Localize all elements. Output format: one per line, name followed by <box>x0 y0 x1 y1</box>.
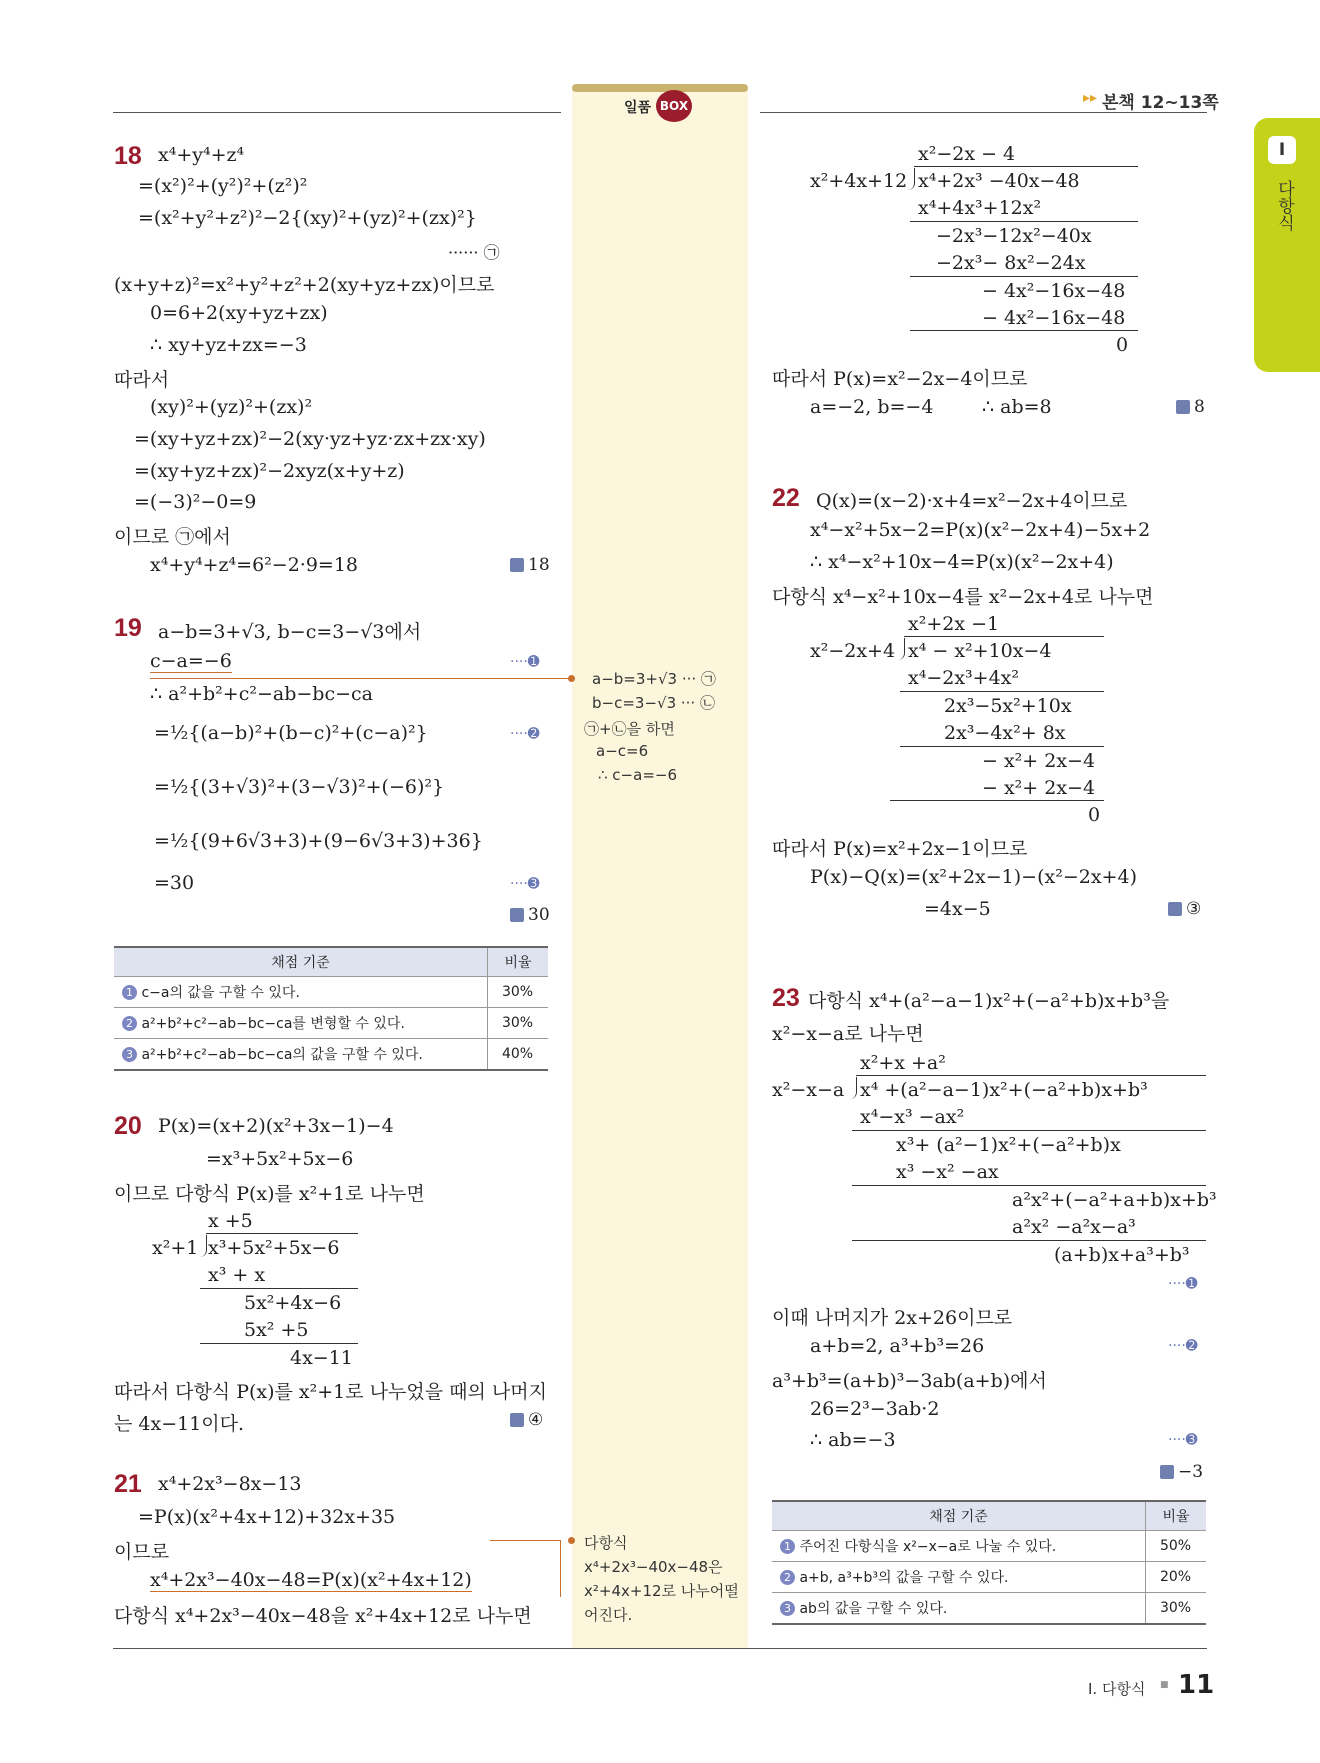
p23-line: x²−x−a로 나누면 <box>772 1023 924 1045</box>
p23-div-bar <box>852 1185 1206 1186</box>
p18-line: 0=6+2(xy+yz+zx) <box>150 302 328 324</box>
p21-connector-dot <box>568 1537 575 1544</box>
p23-div-bar <box>852 1240 1206 1241</box>
p18-line: =(−3)²−0=9 <box>134 491 257 513</box>
p21-div-bar <box>910 221 1138 222</box>
p20-div: 5x²+4x−6 <box>244 1292 342 1314</box>
p22-answer: ③ <box>1168 899 1201 919</box>
p22-line: x⁴−x²+5x−2=P(x)(x²−2x+4)−5x+2 <box>810 519 1151 541</box>
p21-div: − 4x²−16x−48 <box>982 307 1126 329</box>
p23-div: x⁴ +(a²−a−1)x²+(−a²+b)x+b³ <box>860 1079 1148 1101</box>
scoring-head-rate: 비율 <box>488 947 549 977</box>
ref-arrow-icon: ▸▸ <box>1083 90 1098 106</box>
p21-line: x⁴+2x³−40x−48=P(x)(x²+4x+12) <box>150 1569 472 1591</box>
problem-number-20: 20 <box>114 1112 142 1140</box>
p19-line: a−b=3+√3, b−c=3−√3에서 <box>158 621 422 643</box>
scoring-head <box>114 947 548 977</box>
scoring-rate: 30% <box>488 1008 549 1039</box>
p19-step-1: ····➊ <box>510 654 540 670</box>
p22-div-bar <box>900 691 1104 692</box>
p23-line: 이때 나머지가 2x+26이므로 <box>772 1307 1013 1329</box>
scoring-head-criterion: 채점 기준 <box>114 947 488 977</box>
p23-div: a²x² −a²x−a³ <box>1012 1216 1136 1238</box>
scoring-table-23 <box>772 1500 1206 1625</box>
p23-div: x²−x−a <box>772 1079 845 1101</box>
p23-div-bracket <box>850 1077 857 1099</box>
p20-div-bar <box>200 1343 358 1344</box>
chapter-tab-title: 다항식 <box>1274 180 1294 231</box>
p21-line: ∴ ab=8 <box>982 396 1052 418</box>
problem-number-18: 18 <box>114 142 142 170</box>
p20-div: 5x² +5 <box>244 1319 309 1341</box>
box-badge: BOX <box>656 90 692 122</box>
box-label: 일품 <box>624 100 652 116</box>
p19-note-line: b−c=3−√3 ··· ㉡ <box>592 694 715 712</box>
p19-line: =30 <box>154 872 195 894</box>
p21-div-bar <box>914 166 1138 167</box>
answer-icon <box>1168 902 1182 916</box>
p23-div-bar <box>856 1075 1206 1076</box>
scoring-rate: 30% <box>1146 1593 1207 1625</box>
p18-answer: 18 <box>510 555 550 575</box>
p23-line: 다항식 x⁴+(a²−a−1)x²+(−a²+b)x+b³을 <box>808 990 1170 1012</box>
answer-icon <box>510 558 524 572</box>
p22-div: x²+2x −1 <box>908 613 1000 635</box>
p21-note-line: x⁴+2x³−40x−48은 <box>584 1558 723 1576</box>
p19-step-3: ····➌ <box>510 876 540 892</box>
p21-div: 0 <box>1116 334 1129 356</box>
p22-div: 2x³−4x²+ 8x <box>944 722 1066 744</box>
p21-line: 이므로 <box>114 1541 170 1563</box>
p21-div: x²−2x − 4 <box>918 143 1016 165</box>
scoring-criterion: 1 c−a의 값을 구할 수 있다. <box>114 977 488 1008</box>
problem-number-22: 22 <box>772 484 800 512</box>
p22-line: P(x)−Q(x)=(x²+2x−1)−(x²−2x+4) <box>810 866 1137 888</box>
p19-line: =½{(3+√3)²+(3−√3)²+(−6)²} <box>154 776 445 798</box>
p23-div-bar <box>852 1130 1206 1131</box>
p20-div-bar <box>200 1288 358 1289</box>
p20-div: x³ + x <box>208 1264 266 1286</box>
p20-div: x³+5x²+5x−6 <box>208 1237 340 1259</box>
scoring-rate: 30% <box>488 977 549 1008</box>
footer-bullet: ■ <box>1160 1680 1169 1690</box>
p19-note-line: a−c=6 <box>596 742 649 760</box>
p21-div: − 4x²−16x−48 <box>982 280 1126 302</box>
p22-line: 다항식 x⁴−x²+10x−4를 x²−2x+4로 나누면 <box>772 586 1154 608</box>
problem-number-19: 19 <box>114 614 142 642</box>
problem-number-21: 21 <box>114 1470 142 1498</box>
answer-icon <box>1176 400 1190 414</box>
scoring-criterion: 2 a+b, a³+b³의 값을 구할 수 있다. <box>772 1562 1146 1593</box>
p20-div: 4x−11 <box>290 1347 353 1369</box>
p21-div-bracket <box>908 168 915 190</box>
side-note-column <box>572 88 748 1648</box>
p21-line: =P(x)(x²+4x+12)+32x+35 <box>138 1506 396 1528</box>
footer-chapter: I. 다항식 <box>1088 1680 1146 1698</box>
scoring-row <box>114 1039 548 1071</box>
p23-div: x⁴−x³ −ax² <box>860 1106 965 1128</box>
p22-div: − x²+ 2x−4 <box>982 750 1096 772</box>
p22-div: x⁴−2x³+4x² <box>908 667 1020 689</box>
p19-line: ∴ a²+b²+c²−ab−bc−ca <box>150 683 373 705</box>
p20-answer: ④ <box>510 1410 543 1430</box>
p22-line: =4x−5 <box>924 898 991 920</box>
answer-icon <box>510 1413 524 1427</box>
chapter-tab-roman: I <box>1268 136 1296 164</box>
p21-line: 다항식 x⁴+2x³−40x−48을 x²+4x+12로 나누면 <box>114 1605 532 1627</box>
p18-line: x⁴+y⁴+z⁴ <box>158 144 245 166</box>
p22-div: − x²+ 2x−4 <box>982 777 1096 799</box>
p19-line: c−a=−6 <box>150 650 232 672</box>
p23-line: a+b=2, a³+b³=26 <box>810 1335 985 1357</box>
p21-div: x²+4x+12 <box>810 170 908 192</box>
p23-div: (a+b)x+a³+b³ <box>1054 1244 1190 1266</box>
p18-line: =(x²)²+(y²)²+(z²)² <box>138 175 308 197</box>
p22-div-bracket <box>898 638 905 660</box>
scoring-criterion: 1 주어진 다항식을 x²−x−a로 나눌 수 있다. <box>772 1531 1146 1562</box>
p21-div-bar <box>910 276 1138 277</box>
page-reference: 본책 12~13쪽 <box>1102 93 1219 113</box>
scoring-row <box>772 1562 1206 1593</box>
p22-div-bar <box>900 746 1104 747</box>
p20-line: P(x)=(x+2)(x²+3x−1)−4 <box>158 1115 394 1137</box>
box-top-bar <box>572 84 748 92</box>
p22-div-bar <box>890 800 1104 801</box>
p22-div: 2x³−5x²+10x <box>944 695 1072 717</box>
p19-note-line: ㉠+㉡을 하면 <box>584 720 675 738</box>
p21-connector <box>490 1540 561 1597</box>
p21-line: x⁴+2x³−8x−13 <box>158 1473 302 1495</box>
p19-connector-line <box>150 678 572 679</box>
scoring-head-rate: 비율 <box>1146 1501 1207 1531</box>
p20-line: =x³+5x²+5x−6 <box>206 1148 354 1170</box>
scoring-rate: 20% <box>1146 1562 1207 1593</box>
p21-div-bar <box>910 330 1138 331</box>
problem-number-23: 23 <box>772 984 800 1012</box>
p21-div: x⁴+2x³ −40x−48 <box>918 170 1080 192</box>
scoring-head-criterion: 채점 기준 <box>772 1501 1146 1531</box>
p23-step-3: ····➌ <box>1168 1432 1198 1448</box>
scoring-table-19 <box>114 946 548 1071</box>
p20-line: 이므로 다항식 P(x)를 x²+1로 나누면 <box>114 1183 425 1205</box>
p18-line: ∴ xy+yz+zx=−3 <box>150 334 307 356</box>
p22-line: Q(x)=(x−2)·x+4=x²−2x+4이므로 <box>816 490 1128 512</box>
p22-line: 따라서 P(x)=x²+2x−1이므로 <box>772 838 1028 860</box>
p23-div: a²x²+(−a²+a+b)x+b³ <box>1012 1189 1217 1211</box>
scoring-row <box>772 1531 1206 1562</box>
scoring-criterion: 2 a²+b²+c²−ab−bc−ca를 변형할 수 있다. <box>114 1008 488 1039</box>
p21-note-line: x²+4x+12로 나누어떨 <box>584 1582 739 1600</box>
scoring-row <box>114 1008 548 1039</box>
p19-connector-dot <box>568 675 575 682</box>
p22-div-bar <box>904 636 1104 637</box>
p19-answer: 30 <box>510 905 550 925</box>
p21-div: −2x³−12x²−40x <box>936 225 1092 247</box>
p21-div: x⁴+4x³+12x² <box>918 197 1042 219</box>
p20-line: 따라서 다항식 P(x)를 x²+1로 나누었을 때의 나머지 <box>114 1381 547 1403</box>
scoring-rate: 40% <box>488 1039 549 1071</box>
p20-div: x²+1 <box>152 1237 199 1259</box>
footer-rule <box>113 1648 1207 1649</box>
p22-div: x⁴ − x²+10x−4 <box>908 640 1052 662</box>
p20-div-bar <box>206 1233 358 1234</box>
p20-div-bracket <box>200 1235 207 1257</box>
p18-line: (x+y+z)²=x²+y²+z²+2(xy+yz+zx)이므로 <box>114 274 495 296</box>
p18-line: (xy)²+(yz)²+(zx)² <box>150 396 313 418</box>
p19-step-2: ····➋ <box>510 726 540 742</box>
p19-note-line: ∴ c−a=−6 <box>598 766 677 784</box>
p23-line: 26=2³−3ab·2 <box>810 1398 940 1420</box>
p20-line: 는 4x−11이다. <box>114 1413 245 1435</box>
scoring-criterion: 3 a²+b²+c²−ab−bc−ca의 값을 구할 수 있다. <box>114 1039 488 1071</box>
p21-line: 따라서 P(x)=x²−2x−4이므로 <box>772 368 1028 390</box>
header-rule-left <box>113 112 561 113</box>
p23-div: x³ −x² −ax <box>896 1161 999 1183</box>
p23-answer: −3 <box>1160 1462 1203 1482</box>
p23-div: x³+ (a²−1)x²+(−a²+b)x <box>896 1134 1121 1156</box>
p23-step-2: ····➋ <box>1168 1338 1198 1354</box>
scoring-rate: 50% <box>1146 1531 1207 1562</box>
p23-div: x²+x +a² <box>860 1052 946 1074</box>
scoring-row <box>772 1593 1206 1625</box>
answer-icon <box>510 908 524 922</box>
p18-line: =(xy+yz+zx)²−2(xy·yz+yz·zx+zx·xy) <box>134 428 486 450</box>
answer-icon <box>1160 1465 1174 1479</box>
p20-div: x +5 <box>208 1210 253 1232</box>
p19-line: =½{(a−b)²+(b−c)²+(c−a)²} <box>154 722 428 744</box>
p18-line: 따라서 <box>114 369 170 391</box>
p18-line: =(x²+y²+z²)²−2{(xy)²+(yz)²+(zx)²} <box>138 207 477 229</box>
scoring-head <box>772 1501 1206 1531</box>
page-number: 11 <box>1178 1670 1215 1700</box>
p19-line: =½{(9+6√3+3)+(9−6√3+3)+36} <box>154 830 483 852</box>
p22-div: 0 <box>1088 804 1101 826</box>
p21-note-line: 어진다. <box>584 1606 633 1624</box>
p18-line: x⁴+y⁴+z⁴=6²−2·9=18 <box>150 554 359 576</box>
p19-note-line: a−b=3+√3 ··· ㉠ <box>592 670 716 688</box>
scoring-row <box>114 977 548 1008</box>
p23-line: ∴ ab=−3 <box>810 1429 896 1451</box>
p18-line: =(xy+yz+zx)²−2xyz(x+y+z) <box>134 460 405 482</box>
p22-line: ∴ x⁴−x²+10x−4=P(x)(x²−2x+4) <box>810 551 1114 573</box>
p22-div: x²−2x+4 <box>810 640 896 662</box>
p21-note-line: 다항식 <box>584 1534 628 1552</box>
p18-line: ······ ㉠ <box>448 243 500 262</box>
scoring-criterion: 3 ab의 값을 구할 수 있다. <box>772 1593 1146 1625</box>
p21-line: a=−2, b=−4 <box>810 396 934 418</box>
p23-step-1: ····➊ <box>1168 1276 1198 1292</box>
p23-line: a³+b³=(a+b)³−3ab(a+b)에서 <box>772 1370 1047 1392</box>
p21-answer: 8 <box>1176 397 1205 417</box>
p21-div: −2x³− 8x²−24x <box>936 252 1086 274</box>
p18-line: 이므로 ㉠에서 <box>114 526 231 548</box>
